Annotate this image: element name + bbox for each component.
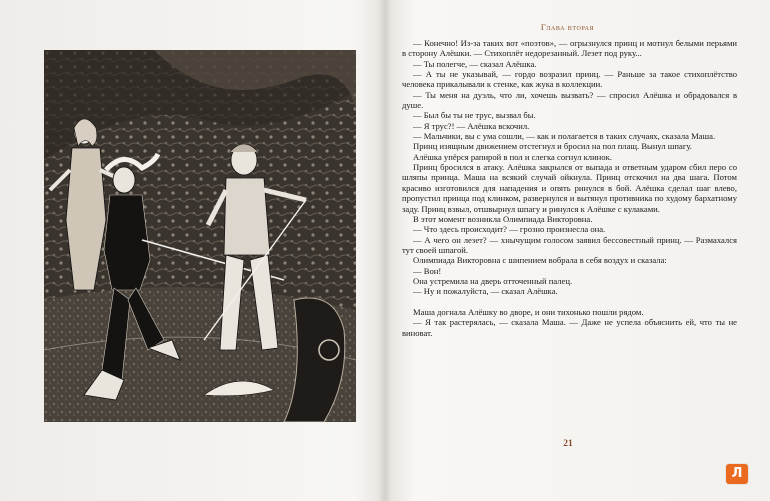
paragraph: Принц изящным движением отстегнул и бросил на пол плащ. Вынул шпагу. — [413, 141, 692, 152]
paragraph: — А ты не указывай, — гордо возразил принц. — Раньше за такое стихоплётство человека прикалывали к стенке, как жука в коллекции. — [402, 69, 737, 90]
paragraph: Маша догнала Алёшку во дворе, и они тихонько пошли рядом. — [413, 306, 644, 317]
paragraph: Олимпиада Викторовна с шипением вобрала в себя воздух и сказала: — [413, 255, 667, 266]
paragraph: — Что здесь происходит? — грозно произнесла она. — [413, 224, 606, 235]
paragraph: — Вон! — [413, 265, 442, 276]
paragraph: Принц бросился в атаку. Алёшка закрылся от выпада и ответным ударом сбил перо со шляпы принца. Маша на всякий случай ойкнула. Принц отскочил на два шага. Потом красиво изготовился для нападения и опять ринулся в бой. Алёшка сделал шаг влево, пропустил принца под клинком, развернулся и вытянул противника по худому бархатному заду. Принц взвыл, отшвырнул шпагу и ринулся к Алёшке с кулаками. — [402, 162, 737, 214]
paragraph: В этот момент возникла Олимпиада Викторовна. — [413, 213, 593, 224]
paragraph: — Я трус?! — Алёшка вскочил. — [413, 120, 530, 131]
paragraph: — А чего он лезет? — хнычущим голосом заявил бессовестный принц. — Размахался тут своей шпагой. — [402, 234, 737, 255]
labirint-logo-icon: Л — [726, 464, 748, 484]
running-head: Глава вторая — [540, 22, 595, 32]
paragraph: Алёшка упёрся рапирой в пол и слегка согнул клинок. — [413, 151, 612, 162]
paragraph: — Ты полегче, — сказал Алёшка. — [413, 58, 537, 69]
book-gutter — [378, 0, 392, 501]
page-text — [402, 38, 737, 338]
paragraph: Она устремила на дверь отточенный палец. — [413, 275, 573, 286]
paragraph: — Я так растерялась, — сказала Маша. — Даже не успела объяснить ей, что ты не виноват. — [402, 317, 737, 338]
duel-illustration — [44, 50, 356, 422]
page-number: 21 — [563, 439, 573, 449]
paragraph: — Был бы ты не трус, вызвал бы. — [413, 110, 536, 121]
paragraph: — Ты меня на дуэль, что ли, хочешь вызвать? — спросил Алёшка и обрадовался в душе. — [402, 89, 737, 111]
paragraph: — Конечно! Из-за таких вот «поэтов», — огрызнулся принц и мотнул белыми перьями в сторону Алёшки. — Стихоплёт недорезанный. Лезет под руку... — [402, 38, 737, 59]
illustration-drawing — [44, 50, 356, 422]
paragraph: — Ну и пожалуйста, — сказал Алёшка. — [413, 286, 558, 297]
paragraph: — Мальчики, вы с ума сошли, — как и полагается в таких случаях, сказала Маша. — [413, 131, 716, 142]
